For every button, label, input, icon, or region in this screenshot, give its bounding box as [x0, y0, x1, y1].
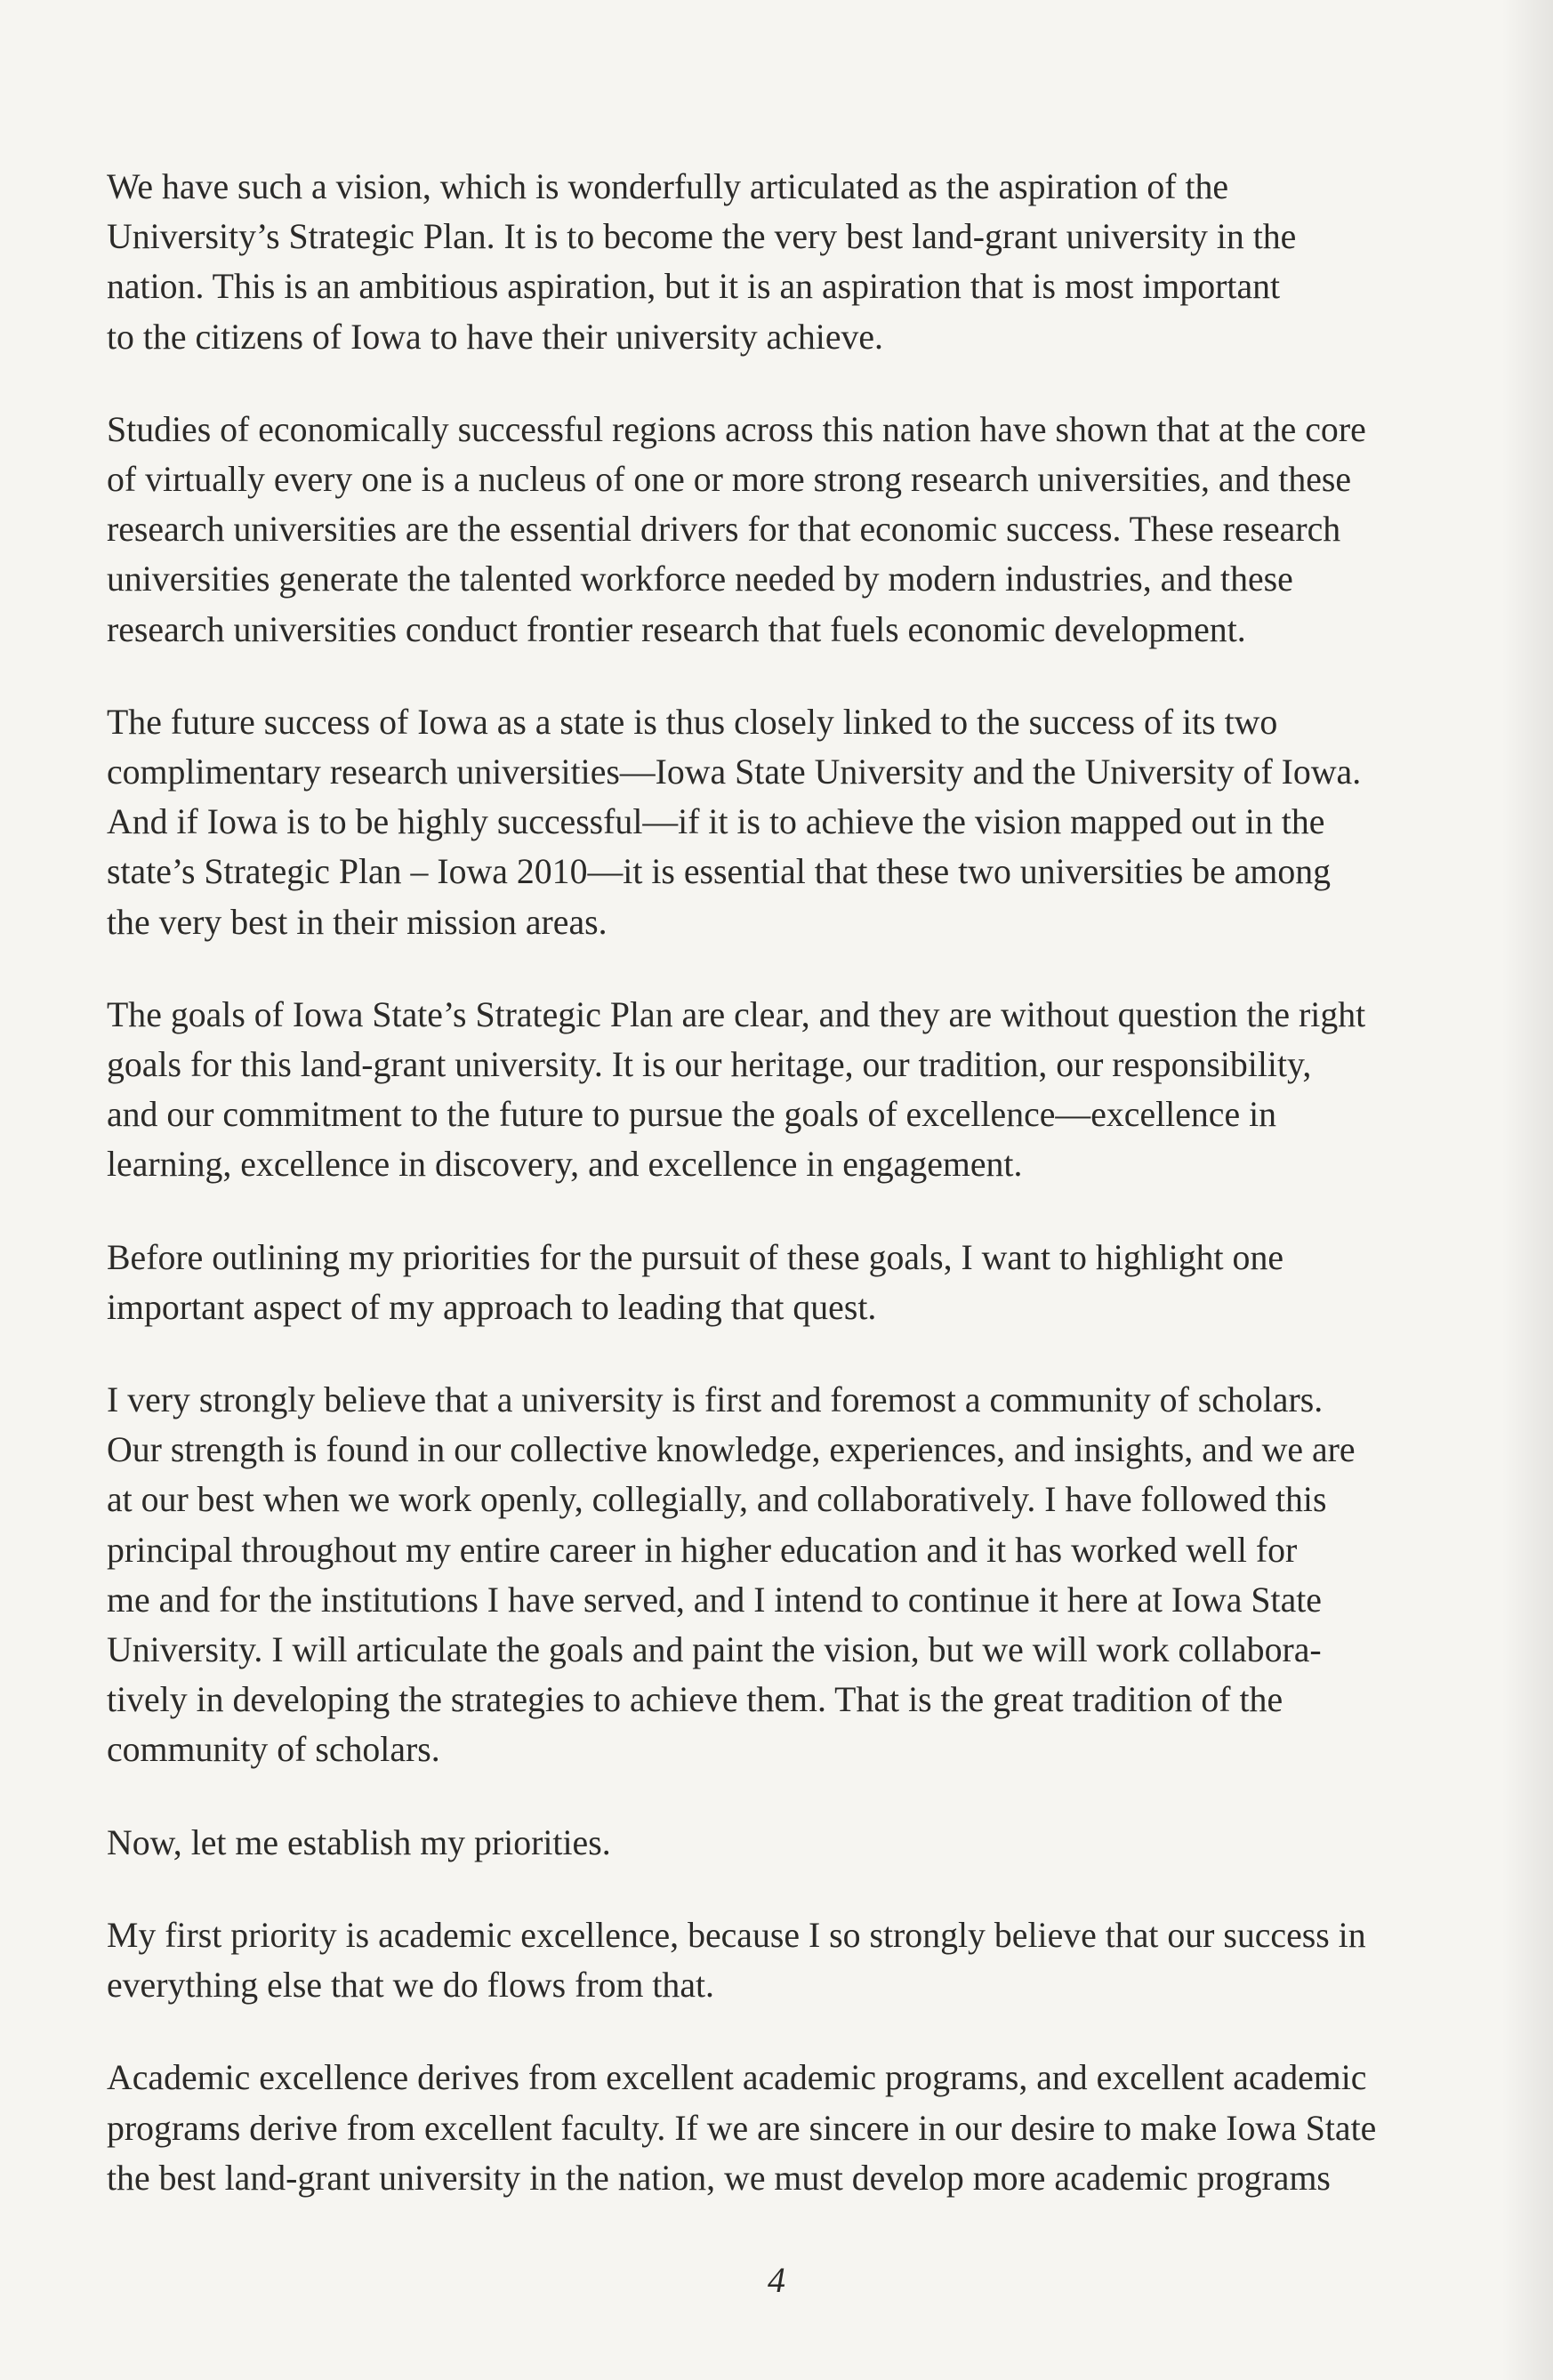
text-line: principal throughout my entire career in higher education and it has worked well for [107, 1530, 1298, 1570]
page-number: 4 [768, 2260, 785, 2300]
text-line: important aspect of my approach to leading that quest. [107, 1287, 877, 1327]
paragraph [107, 1910, 1459, 2010]
text-line: state’s Strategic Plan – Iowa 2010—it is essential that these two universities be among [107, 852, 1332, 892]
text-line: learning, excellence in discovery, and excellence in engagement. [107, 1145, 1023, 1185]
text-line: the best land-grant university in the nation, we must develop more academic programs [107, 2158, 1331, 2198]
page-edge-shadow [1501, 0, 1553, 2380]
text-line: of virtually every one is a nucleus of one or more strong research universities, and these [107, 460, 1352, 500]
text-line: tively in developing the strategies to achieve them. That is the great tradition of the [107, 1680, 1283, 1720]
paragraph [107, 1375, 1459, 1775]
text-line: We have such a vision, which is wonderfully articulated as the aspiration of the [107, 167, 1229, 206]
text-line: My first priority is academic excellence, because I so strongly believe that our success in [107, 1915, 1366, 1955]
paragraph [107, 1818, 1459, 1868]
text-line: to the citizens of Iowa to have their university achieve. [107, 317, 884, 357]
paragraph [107, 162, 1459, 362]
text-line: complimentary research universities—Iowa State University and the University of Iowa. [107, 752, 1362, 792]
text-line: Now, let me establish my priorities. [107, 1822, 611, 1862]
text-line: community of scholars. [107, 1730, 440, 1770]
text-line: at our best when we work openly, collegially, and collaboratively. I have followed this [107, 1480, 1327, 1520]
paragraph [107, 1233, 1459, 1332]
text-line: Academic excellence derives from excellent academic programs, and excellent academic [107, 2058, 1367, 2098]
text-line: universities generate the talented workforce needed by modern industries, and these [107, 559, 1293, 599]
text-line: everything else that we do flows from that. [107, 1966, 714, 2006]
text-line: the very best in their mission areas. [107, 902, 608, 942]
text-line: University’s Strategic Plan. It is to become the very best land-grant university in the [107, 217, 1297, 257]
text-line: programs derive from excellent faculty. If we are sincere in our desire to make Iowa State [107, 2108, 1377, 2148]
body-text [107, 162, 1459, 2246]
text-line: Our strength is found in our collective knowledge, experiences, and insights, and we are [107, 1430, 1356, 1470]
text-line: I very strongly believe that a university is first and foremost a community of scholars. [107, 1380, 1324, 1420]
text-line: goals for this land-grant university. It is our heritage, our tradition, our responsibility, [107, 1045, 1312, 1085]
text-line: Studies of economically successful regions across this nation have shown that at the core [107, 409, 1366, 449]
text-line: research universities conduct frontier research that fuels economic development. [107, 609, 1246, 649]
text-line: me and for the institutions I have served, and I intend to continue it here at Iowa State [107, 1580, 1322, 1620]
paragraph [107, 2053, 1459, 2203]
text-line: and our commitment to the future to pursue the goals of excellence—excellence in [107, 1095, 1277, 1135]
text-line: And if Iowa is to be highly successful—if it is to achieve the vision mapped out in the [107, 802, 1325, 842]
paragraph [107, 405, 1459, 655]
text-line: The future success of Iowa as a state is thus closely linked to the success of its two [107, 702, 1278, 742]
text-line: research universities are the essential drivers for that economic success. These research [107, 510, 1341, 550]
text-line: nation. This is an ambitious aspiration, but it is an aspiration that is most important [107, 267, 1281, 307]
paragraph [107, 697, 1459, 947]
paragraph [107, 990, 1459, 1190]
text-line: The goals of Iowa State’s Strategic Plan are clear, and they are without question the right [107, 994, 1366, 1034]
text-line: Before outlining my priorities for the pursuit of these goals, I want to highlight one [107, 1237, 1284, 1277]
text-line: University. I will articulate the goals and paint the vision, but we will work collabora- [107, 1630, 1322, 1670]
